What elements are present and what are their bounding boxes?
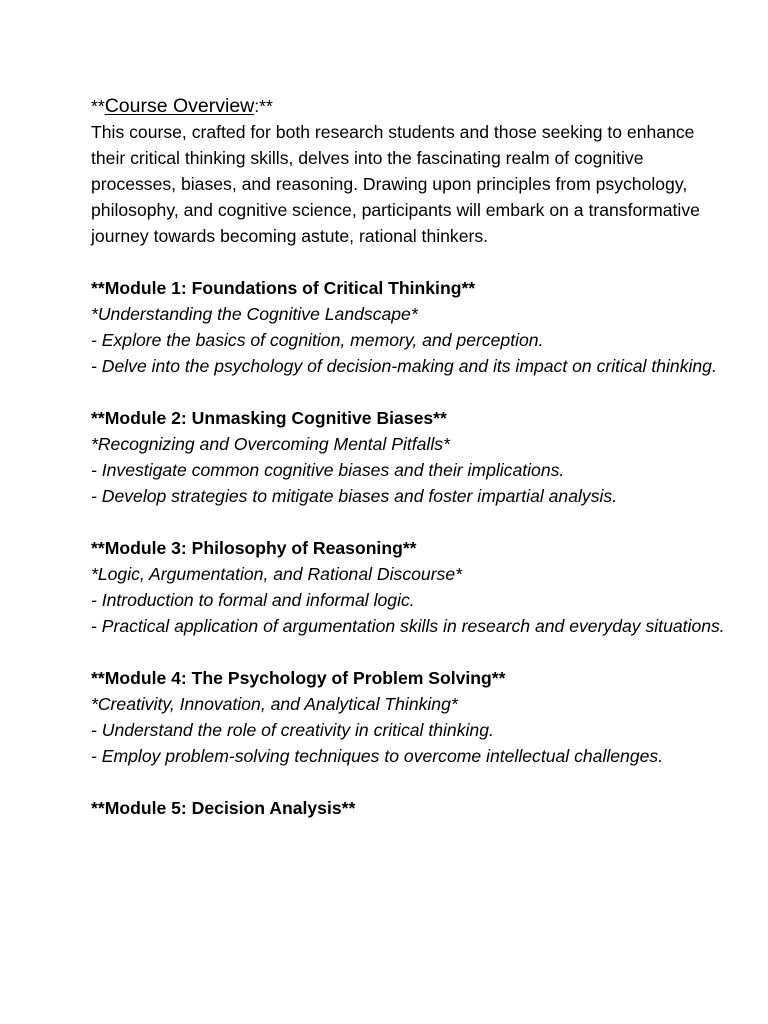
module-bullet: - Employ problem-solving techniques to overcome intellectual challenges.	[91, 746, 664, 766]
module-subtitle: *Creativity, Innovation, and Analytical Thinking*	[91, 694, 458, 714]
module-5	[91, 795, 731, 821]
module-bullet: - Understand the role of creativity in critical thinking.	[91, 720, 494, 740]
module-title: **Module 1: Foundations of Critical Thinking**	[91, 278, 476, 298]
module-3	[91, 535, 731, 639]
spacer	[91, 509, 731, 535]
spacer	[91, 249, 731, 275]
spacer	[91, 639, 731, 665]
overview-heading	[91, 93, 731, 119]
overview-prefix: **	[91, 96, 105, 116]
module-4	[91, 665, 731, 769]
overview-suffix: :**	[254, 96, 273, 116]
module-bullet: - Develop strategies to mitigate biases and foster impartial analysis.	[91, 486, 618, 506]
module-title: **Module 3: Philosophy of Reasoning**	[91, 538, 417, 558]
module-bullet: - Delve into the psychology of decision-making and its impact on critical thinking.	[91, 356, 717, 376]
module-subtitle: *Logic, Argumentation, and Rational Discourse*	[91, 564, 462, 584]
module-title: **Module 4: The Psychology of Problem Solving**	[91, 668, 506, 688]
module-subtitle: *Recognizing and Overcoming Mental Pitfalls*	[91, 434, 450, 454]
module-bullet: - Practical application of argumentation skills in research and everyday situations.	[91, 616, 725, 636]
module-title: **Module 5: Decision Analysis**	[91, 798, 356, 818]
module-subtitle: *Understanding the Cognitive Landscape*	[91, 304, 418, 324]
document-page	[91, 93, 731, 821]
overview-title: Course Overview	[104, 95, 255, 117]
module-title: **Module 2: Unmasking Cognitive Biases**	[91, 408, 447, 428]
module-bullet: - Introduction to formal and informal logic.	[91, 590, 415, 610]
overview-body: This course, crafted for both research students and those seeking to enhance their critical thinking skills, delves into the fascinating realm of cognitive processes, biases, and reasoning. Drawing upon principles from psychology, philosophy, and cognitive science, participants will embark on a transformative journey towards becoming astute, rational thinkers.	[91, 122, 700, 246]
module-1	[91, 275, 731, 379]
spacer	[91, 769, 731, 795]
module-2	[91, 405, 731, 509]
spacer	[91, 379, 731, 405]
module-bullet: - Explore the basics of cognition, memory, and perception.	[91, 330, 544, 350]
module-bullet: - Investigate common cognitive biases and their implications.	[91, 460, 565, 480]
